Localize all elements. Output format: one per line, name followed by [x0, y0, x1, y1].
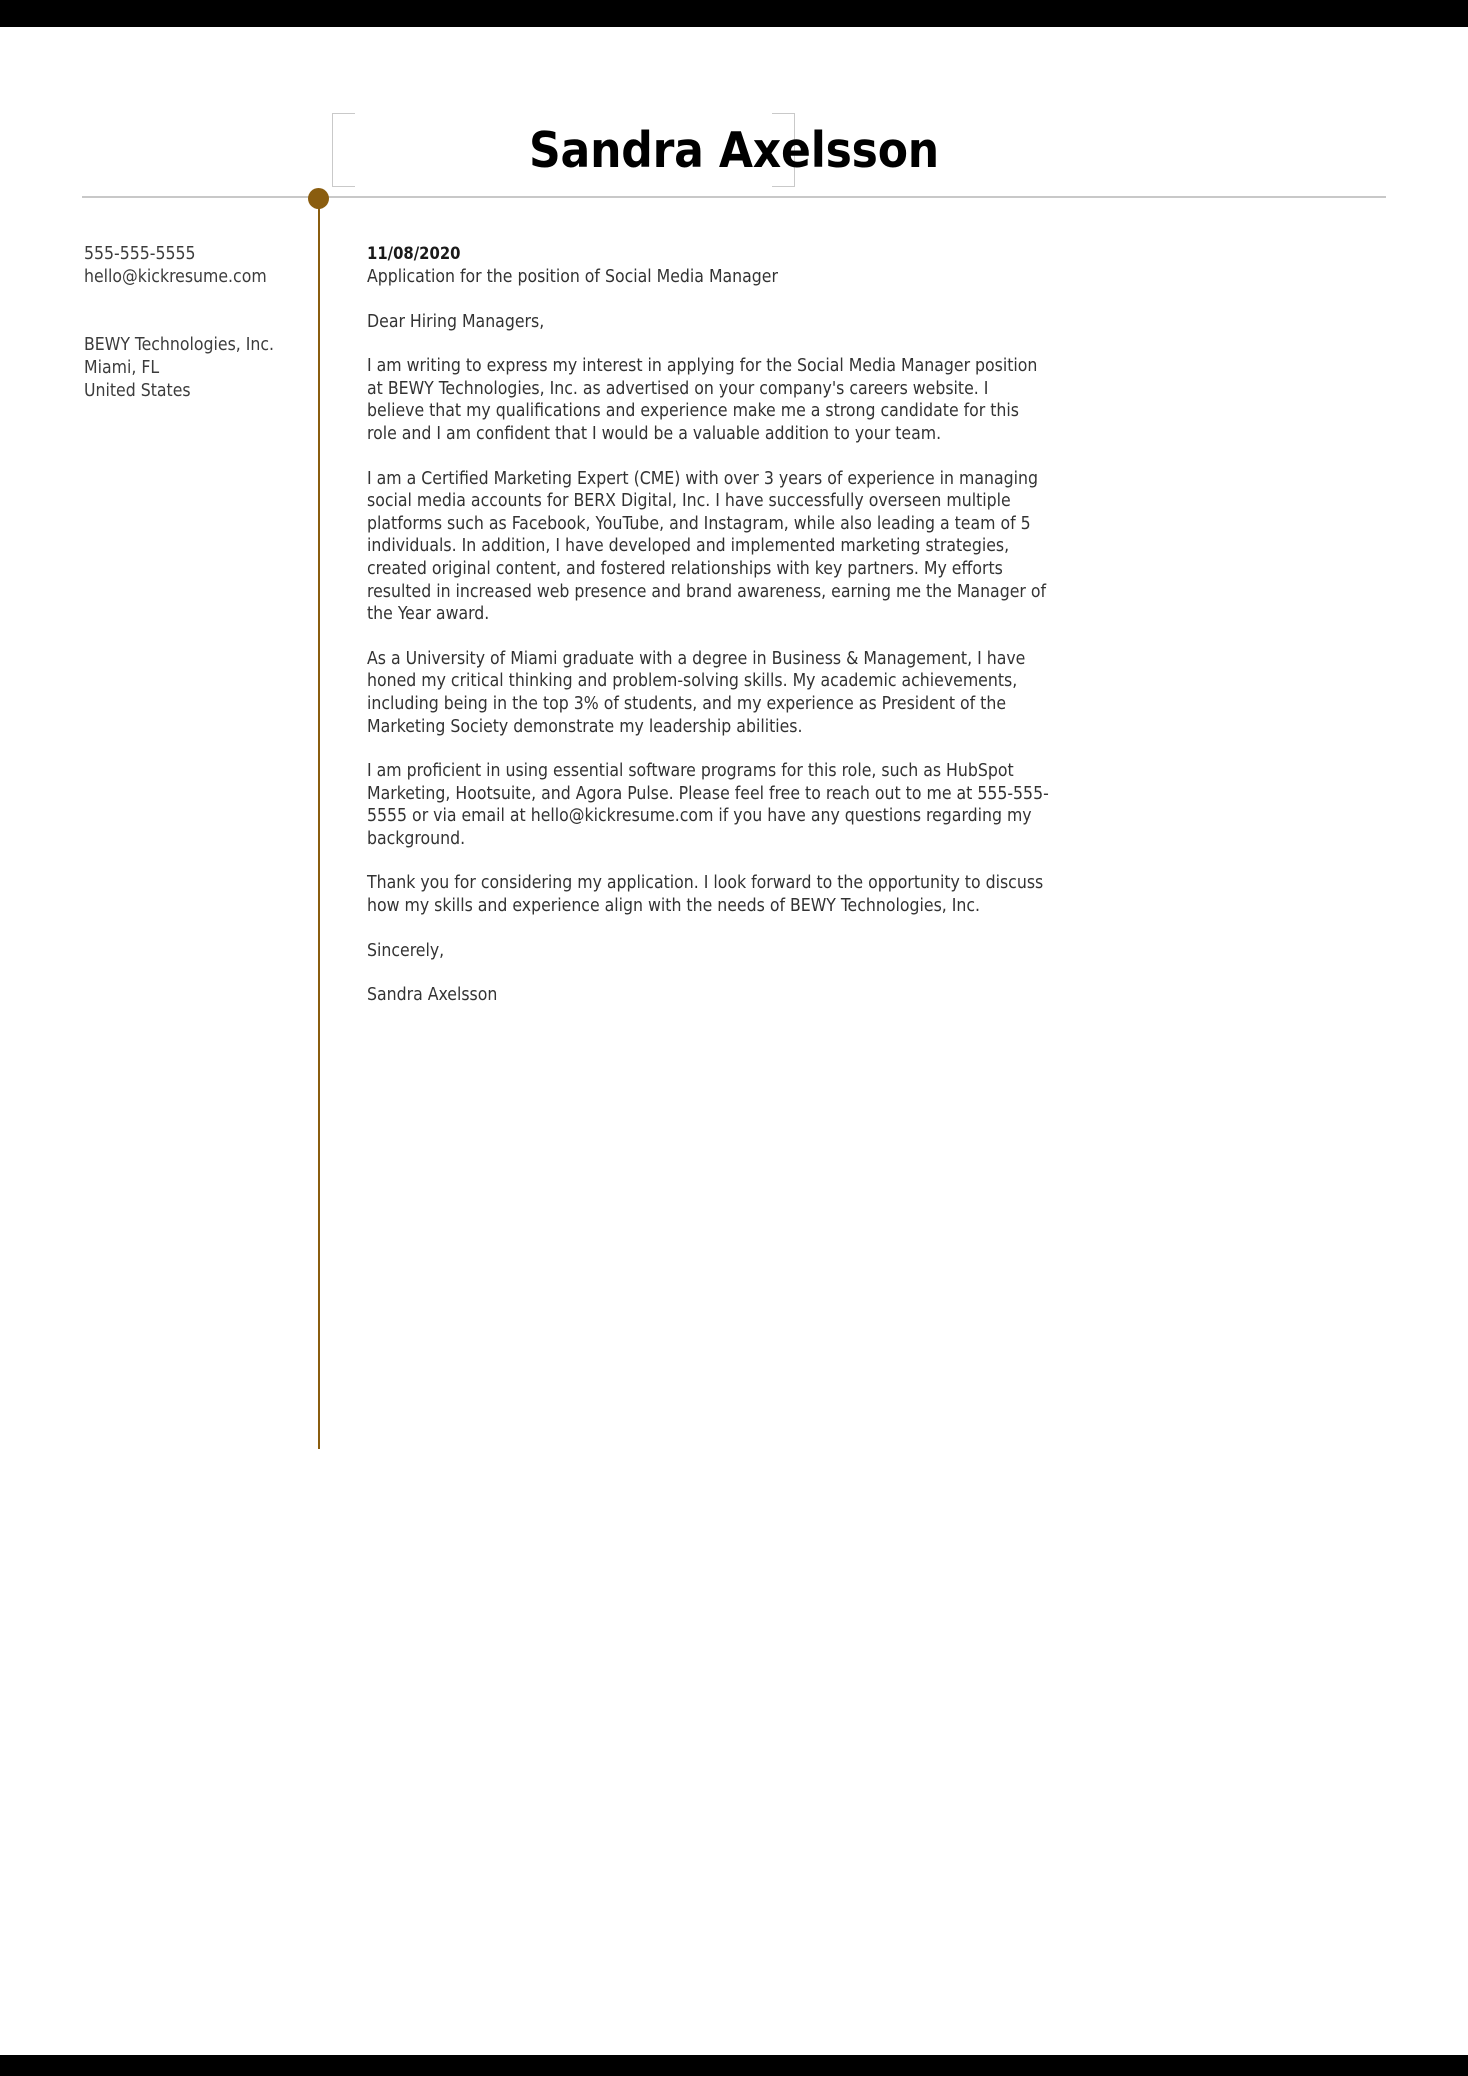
bottom-black-bar: [0, 2055, 1468, 2076]
recipient-city: Miami, FL: [84, 358, 160, 378]
contact-email: hello@kickresume.com: [84, 267, 267, 287]
accent-dot-icon: [308, 188, 329, 209]
letter-body-column: [367, 243, 1049, 1007]
vertical-accent-divider: [318, 197, 320, 1449]
letter-signature: Sandra Axelsson: [367, 985, 498, 1006]
letter-salutation: Dear Hiring Managers,: [367, 311, 545, 332]
contact-phone: 555-555-5555: [84, 244, 196, 264]
name-bracket-left-icon: [332, 113, 355, 187]
letter-closing: Sincerely,: [367, 940, 445, 961]
page-title: [434, 117, 1034, 185]
letter-paragraph: I am a Certified Marketing Expert (CME) with over 3 years of experience in managing social media accounts for BERX Digital, Inc. I have successfully overseen multiple platforms such as Facebook, YouTube, and Instagram, while also leading a team of 5 individuals. In addition, I have developed and implemented marketing strategies, created original content, and fostered relationships with key partners. My efforts resulted in increased web presence and brand awareness, earning me the Manager of the Year award.: [367, 468, 1047, 625]
letter-paragraph: As a University of Miami graduate with a degree in Business & Management, I have honed my critical thinking and problem-solving skills. My academic achievements, including being in the top 3% of students, and my experience as President of the Marketing Society demonstrate my leadership abilities.: [367, 648, 1026, 737]
header-divider: [82, 196, 1386, 198]
top-black-bar: [0, 0, 1468, 27]
candidate-name: Sandra Axelsson: [529, 122, 939, 179]
contact-block: [84, 243, 299, 289]
recipient-country: United States: [84, 381, 191, 401]
letter-paragraph: I am proficient in using essential software programs for this role, such as HubSpot Marketing, Hootsuite, and Agora Pulse. Please feel free to reach out to me at 555-555-5555 or via email at hello@kickresume.com if you have any questions regarding my background.: [367, 761, 1049, 849]
letter-paragraph: Thank you for considering my application. I look forward to the opportunity to discuss how my skills and experience align with the needs of BEWY Technologies, Inc.: [367, 873, 1044, 917]
letter-paragraph: I am writing to express my interest in applying for the Social Media Manager position at BEWY Technologies, Inc. as advertised on your company's careers website. I believe that my qualifications and experience make me a strong candidate for this role and I am confident that I would be a valuable addition to your team.: [367, 356, 1038, 444]
recipient-block: [84, 334, 299, 403]
sidebar-contact-column: [84, 243, 299, 403]
letter-subject: Application for the position of Social Media Manager: [367, 267, 778, 287]
recipient-company: BEWY Technologies, Inc.: [84, 335, 275, 355]
letter-date: 11/08/2020: [367, 244, 461, 263]
